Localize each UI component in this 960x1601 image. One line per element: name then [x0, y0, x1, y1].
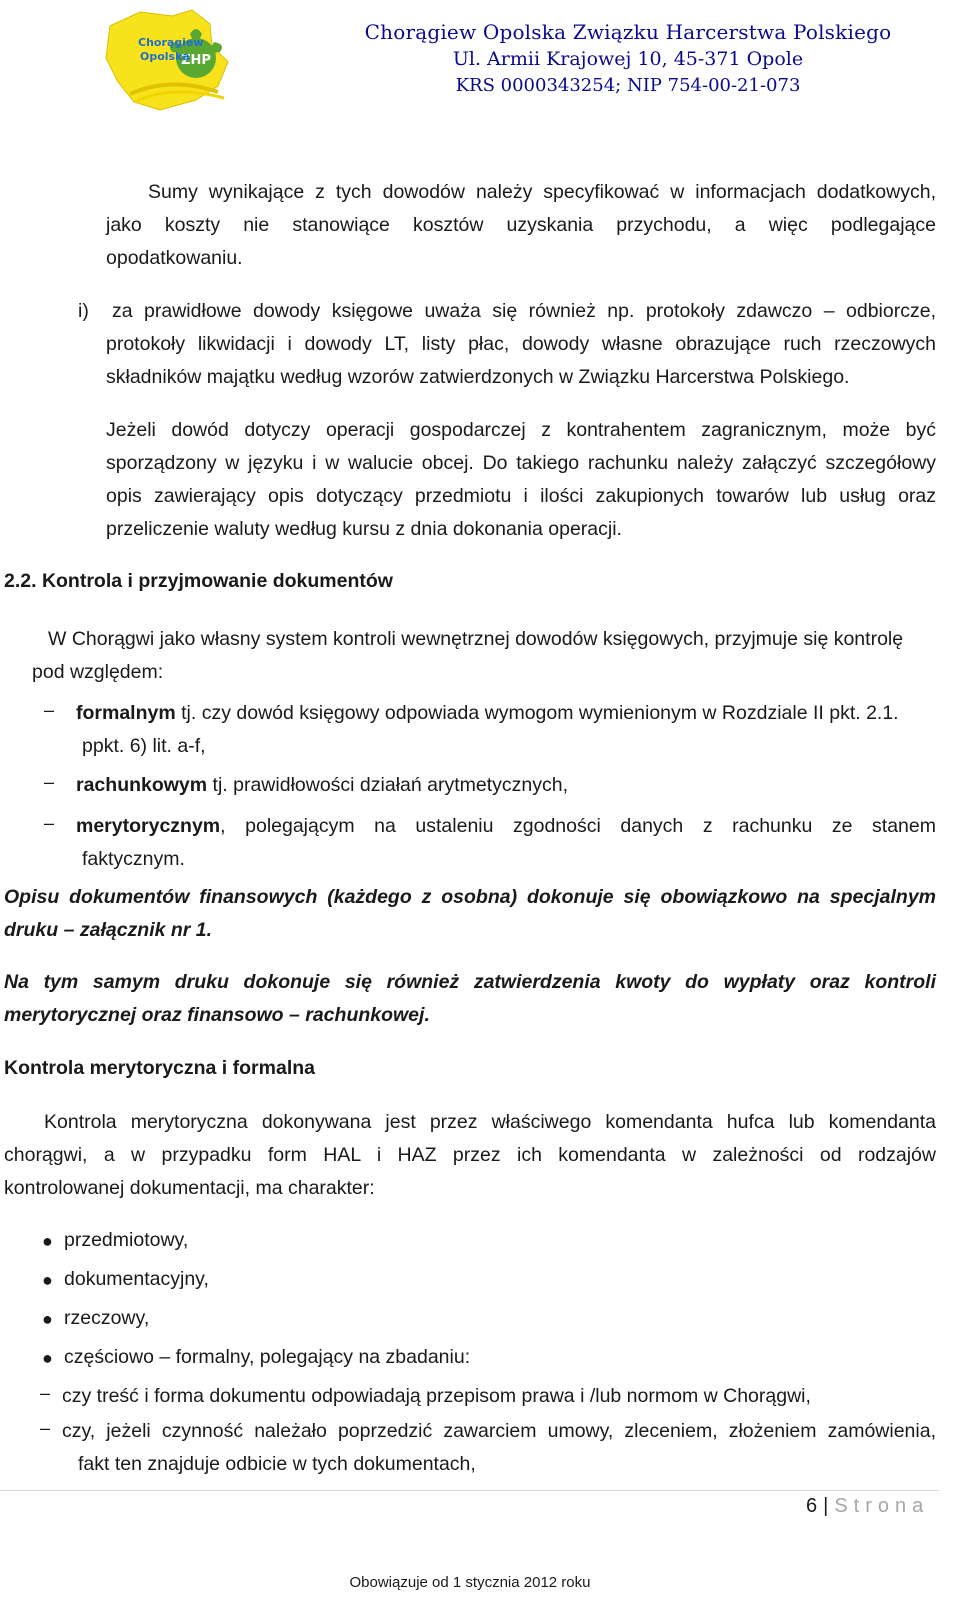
paragraph-1-line-3: opodatkowaniu.	[106, 247, 243, 269]
bold-note-2-line-2: merytorycznej oraz finansowo – rachunkowej.	[4, 1004, 430, 1026]
header-org-name: Chorągiew Opolska Związku Harcerstwa Polskiego	[364, 20, 892, 44]
dash-item-substantive	[76, 810, 936, 843]
logo-text: Chorągiew Opolska	[138, 36, 204, 63]
paragraph-2-line-1: Jeżeli dowód dotyczy operacji gospodarczej z kontrahentem zagranicznym, może być	[106, 419, 936, 441]
paragraph-1-line-2: jako koszty nie stanowiące kosztów uzyskania przychodu, a więc podlegające	[106, 214, 936, 236]
dash-item-arithmetic	[76, 769, 568, 802]
item-i-line-1: za prawidłowe dowody księgowe uważa się również np. protokoły zdawczo – odbiorcze,	[112, 300, 936, 322]
bullet-icon: ●	[42, 1270, 53, 1290]
header-registry: KRS 0000343254; NIP 754-00-21-073	[455, 75, 801, 96]
organization-logo	[100, 6, 240, 118]
bullet-item: dokumentacyjny,	[64, 1268, 209, 1290]
logo-badge-text: ZHP	[181, 53, 211, 68]
dash-item-formal	[76, 697, 899, 730]
dash-item-substantive-desc: , polegającym na ustaleniu zgodności danych z rachunku ze stanem	[220, 815, 936, 837]
dash-item-substantive-line-2: faktycznym.	[82, 848, 185, 870]
dash-item-arithmetic-desc: tj. prawidłowości działań arytmetycznych,	[207, 774, 569, 796]
dash-marker: –	[44, 772, 55, 792]
bullet-item: przedmiotowy,	[64, 1229, 189, 1251]
dash-marker: –	[44, 813, 55, 833]
paragraph-2-line-3: opis zawierający opis dotyczący przedmiotu i ilości zakupionych towarów lub usług oraz	[106, 485, 936, 507]
paragraph-2-line-2: sporządzony w języku i w walucie obcej. Do takiego rachunku należy załączyć szczegółowy	[106, 452, 936, 474]
sub-heading: Kontrola merytoryczna i formalna	[4, 1057, 315, 1079]
bold-note-1-line-2: druku – załącznik nr 1.	[4, 919, 213, 941]
dash-item-arithmetic-term: rachunkowym	[76, 774, 208, 796]
item-i-line-3: składników majątku według wzorów zatwierdzonych w Związku Harcerstwa Polskiego.	[106, 366, 850, 388]
footer-effective-date: Obowiązuje od 1 stycznia 2012 roku	[349, 1574, 591, 1591]
paragraph-2-line-4: przeliczenie waluty według kursu z dnia dokonania operacji.	[106, 518, 622, 540]
dash-item-substantive-term: merytorycznym	[76, 815, 221, 837]
page-number-value: 6	[806, 1495, 818, 1517]
bold-note-2-line-1: Na tym samym druku dokonuje się również zatwierdzenia kwoty do wypłaty oraz kontroli	[4, 971, 936, 993]
header-address: Ul. Armii Krajowej 10, 45-371 Opole	[452, 48, 804, 70]
bullet-icon: ●	[42, 1231, 53, 1251]
bullet-icon: ●	[42, 1309, 53, 1329]
dash-marker: –	[44, 700, 55, 720]
bullet-icon: ●	[42, 1348, 53, 1368]
dash-marker: –	[40, 1418, 51, 1438]
list-marker-i: i)	[78, 300, 89, 322]
sub-dash-item-1: czy treść i forma dokumentu odpowiadają przepisom prawa i /lub normom w Chorągwi,	[62, 1385, 811, 1407]
paragraph-4-line-3: kontrolowanej dokumentacji, ma charakter:	[4, 1177, 375, 1199]
dash-marker: –	[40, 1383, 51, 1403]
dash-item-formal-desc: tj. czy dowód księgowy odpowiada wymogom wymienionym w Rozdziale II pkt. 2.1.	[175, 702, 899, 724]
paragraph-3-line-1: W Chorągwi jako własny system kontroli wewnętrznej dowodów księgowych, przyjmuje się kontrolę	[48, 628, 904, 650]
dash-item-formal-term: formalnym	[76, 702, 176, 724]
footer-divider	[0, 1490, 940, 1491]
paragraph-3-line-2: pod względem:	[32, 661, 164, 683]
sub-dash-item-2-line-2: fakt ten znajduje odbicie w tych dokumentach,	[78, 1453, 476, 1475]
page-number	[806, 1495, 929, 1518]
paragraph-4-line-1: Kontrola merytoryczna dokonywana jest przez właściwego komendanta hufca lub komendanta	[44, 1111, 936, 1133]
page-number-word: Strona	[834, 1495, 930, 1517]
section-heading: 2.2. Kontrola i przyjmowanie dokumentów	[4, 570, 393, 592]
dash-item-formal-line-2: ppkt. 6) lit. a-f,	[82, 735, 206, 757]
bullet-item: rzeczowy,	[64, 1307, 150, 1329]
paragraph-1-line-1: Sumy wynikające z tych dowodów należy specyfikować w informacjach dodatkowych,	[148, 181, 936, 203]
paragraph-4-line-2: chorągwi, a w przypadku form HAL i HAZ przez ich komendanta w zależności od rodzajów	[4, 1144, 936, 1166]
item-i-line-2: protokoły likwidacji i dowody LT, listy płac, dowody własne obrazujące ruch rzeczowych	[106, 333, 936, 355]
sub-dash-item-2-line-1: czy, jeżeli czynność należało poprzedzić zawarciem umowy, zleceniem, złożeniem zamówienia,	[62, 1420, 936, 1442]
bullet-item: częściowo – formalny, polegający na zbadaniu:	[64, 1346, 471, 1368]
bold-note-1-line-1: Opisu dokumentów finansowych (każdego z osobna) dokonuje się obowiązkowo na specjalnym	[4, 886, 936, 908]
page-number-separator: |	[823, 1495, 829, 1517]
